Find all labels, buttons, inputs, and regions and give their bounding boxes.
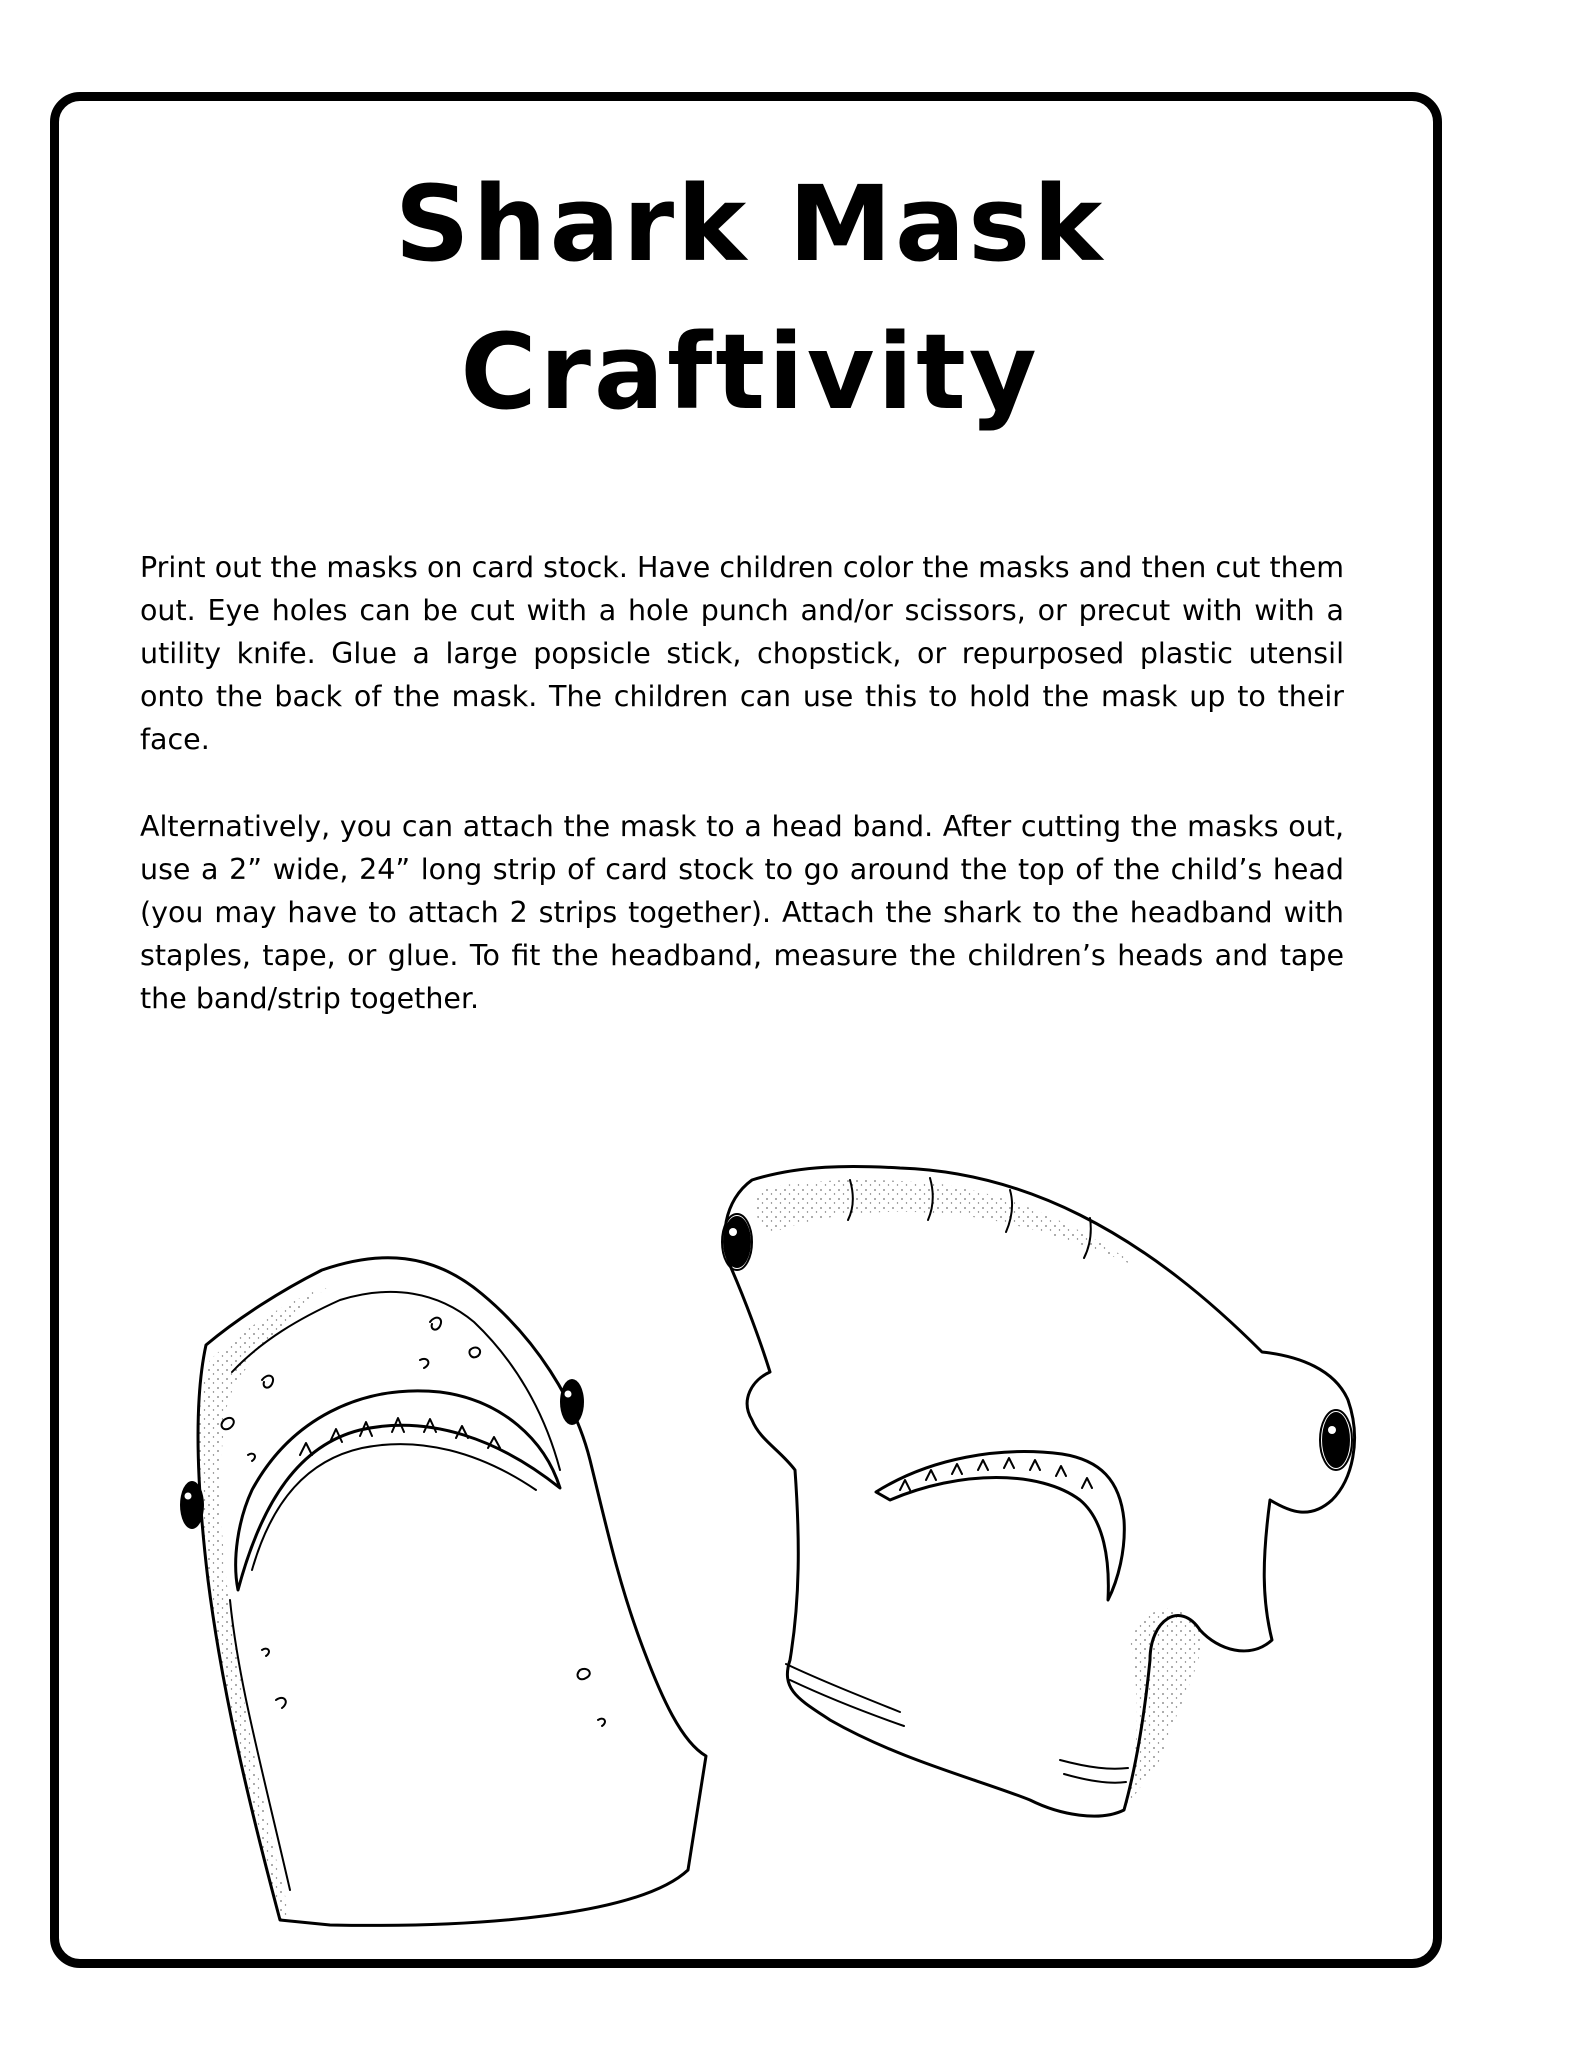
hammerhead-mouth-outer (876, 1452, 1124, 1600)
hammerhead-right-eye (1322, 1412, 1350, 1468)
shark-left-eye (180, 1481, 204, 1529)
instruction-paragraph-2: Alternatively, you can attach the mask to a head band. After cutting the masks out, use a 2” wide, 24” long strip of card stock to go around the top of the child’s head (you may have to attach 2 strips together). Attach the shark to the headband with staples, tape, or glue. To fit the headband, measure the children’s heads and tape the band/strip together. (140, 810, 1344, 1015)
instruction-paragraph-1: Print out the masks on card stock. Have children color the masks and then cut them out. Eye holes can be cut with a hole punch and/or scissors, or precut with with a utility knife. Glue a large popsicle stick, chopstick, or repurposed plastic utensil onto the back of the mask. The children can use this to hold the mask up to their face. (140, 551, 1344, 756)
shark-spots (222, 1348, 605, 1726)
hammerhead-mask-illustration (722, 1166, 1355, 1816)
title-line-1: Shark Mask (394, 163, 1106, 285)
title-line-2: Craftivity (460, 311, 1040, 433)
shark-nostrils (262, 1318, 441, 1388)
hammerhead-eye-rims (722, 1214, 1352, 1470)
shark-mouth-inner (252, 1444, 536, 1570)
shark-inner-band (230, 1292, 560, 1890)
hammerhead-head-outline (725, 1166, 1355, 1816)
shark-right-eye (560, 1379, 584, 1425)
hammerhead-left-eye (723, 1216, 751, 1268)
shark-stipple-shade (199, 1285, 331, 1920)
shark-mask-illustration (180, 1258, 706, 1926)
